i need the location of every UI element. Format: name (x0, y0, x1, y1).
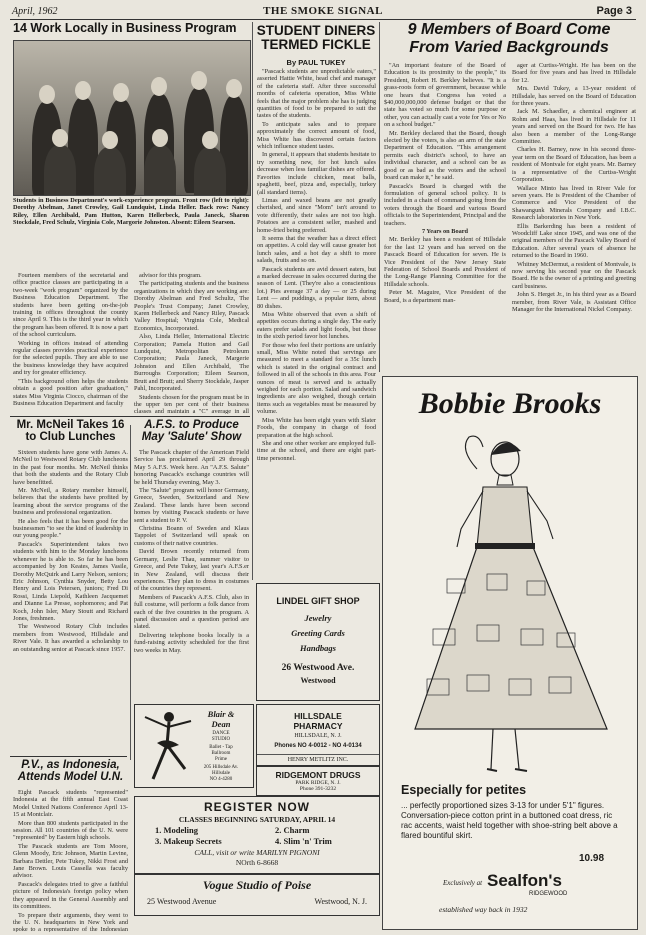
paragraph: The Westwood Rotary Club includes members from Westwood, Hillsdale and River Vale. It has awarded a scholarship to an outstanding senior at Pascack since 1957. (13, 623, 128, 653)
vogue-address: 25 Westwood Avenue (147, 897, 217, 906)
store-established: established way back in 1932 (439, 905, 528, 914)
afs-headline: A.F.S. to Produce May 'Salute' Show (141, 419, 242, 444)
paragraph: Peter M. Maguire, Vice President of the Board, is a department man- (384, 289, 506, 304)
register-title: REGISTER NOW (203, 800, 310, 814)
column-divider (252, 22, 253, 580)
paragraph: In general, it appears that students hesitate to try something new, for hot lunch sales decrease when less familiar dishes are offered. Favorites include chicken, meat balls, spaghetti, beef, pizza and, especially, turkey (all standard items). (257, 151, 376, 196)
mcneil-article-body (13, 449, 128, 748)
hillsdale-pharmacy-ad (256, 704, 380, 766)
ridgemont-phone: Phone 391-3232 (299, 786, 337, 792)
paragraph: Eight Pascack students "represented" Indonesia at the fifth annual East Coast Model United Nations Conference April 13-15 at Montclair. (13, 789, 128, 819)
diners-headline: STUDENT DINERS TERMED FICKLE (256, 23, 376, 53)
board-column-2 (512, 62, 636, 372)
blair-dean-sub: DANCE (212, 731, 230, 736)
paragraph: Miss White has been eight years with Slater Foods, the company in charge of food preparation at the high school. (257, 416, 376, 439)
section-rule (10, 416, 250, 417)
column-divider (130, 425, 131, 760)
paragraph: The "Salute" program will honor Germany, Greece, Sweden, Switzerland and New Zealand. These lands have been second homes by visiting Pascack students or have sent a student to P. V. (134, 487, 249, 524)
class-item: 4. Slim 'n' Trim (275, 836, 332, 846)
column-divider (379, 22, 380, 372)
vogue-studio-name: Vogue Studio of Poise (202, 878, 312, 892)
paragraph: Ellis Barkerding has been a resident of Woodcliff Lake since 1945, and was one of the original members of the Pascack Valley Board of Education. After several years of absence he returned to the Board in 1960. (512, 222, 636, 260)
paragraph: Pascack students are avid dessert eaters, but a marked decrease in sales occurred during the season of Lent. (They're also a conscientious lot.) Pies average 37 a day — or 25 during Lent — and puddings, a popular item, about 80 dishes. (257, 265, 376, 310)
dress-illustration (397, 429, 623, 779)
page-number: Page 3 (596, 5, 632, 17)
register-subtitle: CLASSES BEGINNING SATURDAY, APRIL 14 (178, 815, 336, 824)
blair-dean-ad (134, 704, 254, 788)
paragraph: Mr. Berkley declared that the Board, though elected by the voters, is also an arm of the state Department of Education. "This arrangement permits each district's school, to have an individual character, and a school can be as good or as bad as the voters and the school board can make it," he said. (384, 129, 506, 182)
class-item: 3. Makeup Secrets (155, 836, 222, 846)
board-column-1 (384, 62, 506, 372)
diners-byline: By PAUL TUKEY (286, 58, 346, 67)
pharmacy-title: PHARMACY (293, 721, 343, 731)
blair-dean-name: Blair & (207, 709, 235, 719)
blair-dean-sub: STUDIO (211, 737, 231, 742)
vogue-town: Westwood, N. J. (314, 897, 367, 906)
pharmacy-title: HILLSDALE (294, 711, 342, 721)
board-headline-line-1: 9 Members of Board Come (407, 21, 611, 38)
paragraph: Fourteen members of the secretarial and office practice classes are participating in a two-week "work program" organized by the Business Education Department. The students have been getting on-the-job training in offices throughout the county since April 9. This is the third year in which the program has been offered. It is now a part of the school curriculum. (13, 272, 128, 339)
pharmacy-phones: Phones NO 4-0012 - NO 4-0134 (274, 743, 362, 749)
paragraph: Mr. McNeil, a Rotary member himself, believes that the students have profited by learning about the service programs of the business and professional organization. (13, 487, 128, 517)
lindel-line: Jewelry (304, 613, 332, 623)
paragraph: Mrs. David Tukey, a 13-year resident of Hillsdale, has served on the Board of Education for three years. (512, 85, 636, 108)
register-contact: CALL, visit or write MARILYN PIGNONI (194, 848, 320, 857)
lindel-address: 26 Westwood Ave. (281, 663, 355, 673)
lindel-gift-shop-ad (256, 583, 380, 701)
paragraph: Delivering telephone books locally is a fund-raising activity scheduled for the first two weeks in May. (134, 631, 249, 654)
paragraph: To anticipate sales and to prepare approximately the correct amount of food, Miss White has discovered certain factors which influence student tastes. (257, 120, 376, 151)
paragraph: Charles H. Barney, now in his second three-year term on the Board of Education, has been a resident of Montvale for eight years. Mr. Barney is a representative of the Curtiss-Wright Corporation. (512, 146, 636, 184)
vogue-register-ad (134, 796, 380, 874)
diners-article-body (257, 68, 376, 578)
paragraph: John S. Herget Jr., in his third year as a Board member, from River Vale, is Assistant Office Manager for the International Nickel Company. (512, 291, 636, 313)
mcneil-headline: Mr. McNeil Takes 16 to Club Lunches (16, 419, 125, 444)
paragraph: advisor for this program. (139, 272, 202, 279)
masthead-rule (10, 19, 636, 20)
paragraph: Pascack's Superintendent takes two students with him to the Monday luncheons whenever he is able to. So far he has been accompanied by Jon Keates, James Vasile, Dorothy McQuirk and Larry Nelson, seniors; Eric Johnson, Cynthia Snyder, Betty Lou Henry and Lois Petersen, juniors; Fred Di Rossi, Linda Liepold, Kathleen Jacquemet and Dianne La Presse, sophomores; and Pat Koch, John Isler, Mary Stoutt and Richard Jones, freshmen. (13, 540, 128, 622)
paragraph: "This background often helps the students obtain a good position after graduation," states Miss Virginia Ciocco, chairman of the Business Education Department and faculty (13, 377, 128, 407)
paragraph: The participating students and the business organizations in which they are working are: Dorothy Abelman and Fred Schultz, The People's Trust Company; Janet Crowley, Karen Hellerbeck and Nancy Riley, Pascack Valley Hospital; Virginia Cole, Medical Economics, Incorporated. (134, 280, 249, 332)
sealfons-logo: Sealfon's (487, 871, 562, 890)
paragraph: Wallace Minto has lived in River Vale for seven years. He is President of the Chamber of Commerce and Vice President of the Shawangunk Minerals Company and I.B.C. Research laboratories in New York. (512, 184, 636, 222)
ridgemont-drugs-ad (256, 766, 380, 796)
paragraph: Christina Boann of Sweden and Klaus Tappolet of Switzerland will speak on customs of their native countries. (134, 525, 249, 547)
lindel-line: Handbags (300, 643, 336, 653)
business-students-photo (13, 40, 251, 196)
section-rule (10, 756, 127, 757)
vogue-studio-ad (134, 874, 380, 916)
business-column-2 (134, 272, 249, 414)
paragraph: Pascack's Board is charged with the formulation of general school policy. It is included in a chain of command going from the voters through the Board and various Board officials to the Superintendent, Principal and the teachers. (384, 182, 506, 227)
bobbie-brooks-ad (382, 376, 638, 930)
pv-headline: P.V., as Indonesia, Attends Model U.N. (17, 759, 124, 784)
pharmacy-owner: HENRY METLITZ INC. (257, 754, 379, 763)
paragraph: Members of Pascack's A.F.S. Club, also in full costume, will perform a folk dance from each of the five countries in the program. A panel discussion and a question period are slated. (134, 593, 249, 631)
paragraph: "An important feature of the Board of Education is its proximity to the people," its President, Robert H. Berkley believes. "It is a grass-roots form of government, because while one hears that Congress has voted a $40,000,000,000 defense budget or that the state has voted so much for some purpose or other, you can actually cast a vote for Yes or No on a school budget." (384, 62, 506, 129)
store-prefix: Exclusively at (443, 879, 483, 887)
paragraph: It seems that the weather has a direct effect on appetites. A cold day will cause greater hot lunch sales, and a hot day a shift to more salads, fruits and so on. (257, 234, 376, 265)
issue-date: April, 1962 (12, 6, 58, 17)
paragraph: To prepare their arguments, they went to the U. N. headquarters in New York and spoke to a representative of the Indonesian (13, 911, 128, 932)
business-headline: 14 Work Locally in Business Program (13, 21, 237, 35)
register-phone: NOrth 6-8668 (235, 858, 279, 867)
board-headline-line-2: From Varied Backgrounds (409, 39, 609, 56)
board-subhead: 7 Years on Board (421, 227, 469, 235)
paragraph: Also, Linda Heller, International Electric Corporation; Pamela Hutton and Gail Lundquist, Metropolitan Petroleum Corporation; Paula Janeck, Margerie Johnston and Ellen Archibald, The Burroughs Corporation; Eileen Searson, Brutt and Brutt; and Sherry Stockdale, Jasper Pahl, Incorporated. (134, 333, 249, 393)
blair-dean-phone: NO 4-4280 (209, 777, 233, 782)
paragraph: More than 800 students participated in the session. All 101 countries of the U. N. were "represented" by Eastern high schools. (13, 819, 128, 842)
pv-article-body (13, 789, 128, 932)
ridgemont-title: RIDGEMONT DRUGS (275, 770, 361, 780)
business-column-1 (13, 272, 128, 414)
ballet-dancer-icon (139, 709, 193, 783)
pharmacy-town: HILLSDALE, N. J. (294, 733, 342, 739)
blair-dean-styles: Ballroom (211, 751, 231, 756)
business-photo-caption: Students in Business Department's work-experience program. Front row (left to right): Dorothy Abelman, Janet Crowley, Gail Lundquist, Linda Heller. Back row: Nancy Riley, Ellen Archibald, Pam Hutton, Karen Hellerbeck, Paula Janeck, Sharon Stockdale, Fred Schulz, Virginia Cole, Margorie Johnston. Absent: Eileen Searson. (13, 197, 249, 227)
paragraph: Sixteen students have gone with James A. McNeil to Westwood Rotary Club luncheons in the past four months. Mr. McNeil thinks that both the students and the Rotary Club have benefitted. (13, 449, 128, 486)
bobbie-description: ... perfectly proportioned sizes 3-13 for under 5'1" figures. Conversation-piece cotton print in a buttoned coat dress, ric rac accents, waist held together with shoe-string belt above a flared bountiful skirt. (401, 801, 618, 840)
paragraph: Mr. Berkley has been a resident of Hillsdale for the last 12 years and has served on the Pascack Board of Education for seven. He is Vice President of the New Jersey State Federation of School Boards and President of the Long-Range Planning Committee for the Hillsdale schools. (384, 236, 506, 288)
paragraph: Jack M. Schaedler, a chemical engineer at Rohm and Haas, has lived in Hillsdale for 11 years and served on the Board for two. He has also been a member of the Long-Range Committee. (512, 108, 636, 146)
class-item: 1. Modeling (155, 825, 198, 835)
paragraph: David Brown recently returned from Germany, Leslie Thau, summer visitor to Greece, and Pete Tukey, last year's A.F.S.er in New Zealand, will discuss their experiences. They plan to dress in costumes of the countries they represent. (134, 548, 249, 593)
paragraph: He also feels that it has been good for the businessmen "to see the kind of leadership in our young people." (13, 517, 128, 540)
paragraph: For those who feel their portions are unfairly small, Miss White noted that servings are measured to meet a standard for a 35c lunch which is stated in the original contract and followed in all of the schools in this area. Four ounces of meat is served and is actually weighed for each portion. Salad and sandwich ingredients are also weighed, though certain items such as vegetables must be measured by volume. (257, 341, 376, 416)
bobbie-tagline: Especially for petites (401, 783, 527, 797)
paragraph: Miss White observed that even a shift of appetites occurs during a single day. The early eaters prefer salads and light foods, but those in the sixth period favor hot lunches. (257, 311, 376, 341)
blair-dean-town: Hillsdale (211, 771, 231, 776)
lindel-town: Westwood (300, 676, 336, 685)
paragraph: Students chosen for the program must be in the upper ten per cent of their business classes and maintain a "C" average in all (134, 393, 249, 414)
class-item: 2. Charm (275, 825, 310, 835)
paragraph: Working in offices instead of attending regular classes provides practical experience for the selected pupils. They are able to use the business knowledge they have acquired and try for greater efficiency. (13, 339, 128, 377)
blair-dean-styles: Ballet - Tap (209, 745, 233, 750)
paragraph: The Pascack students are Tom Moore, Glenn Moody, Eric Johnson, Martin Levine, Barbara Dettler, Pete Tukey, Nikki Frost and Jane Brown. Louis Cassella was faculty advisor. (13, 842, 128, 880)
paragraph: Whitney McDermut, a resident of Montvale, is now serving his second year on the Pascack Board. He is the owner of a printing and greeting card business. (512, 260, 636, 290)
paragraph: Limas and waxed beans are not greatly cherished, and since "Mom" isn't around to vote differently, their sales are not too high. Potatoes are a consistent seller, mashed and home-fried being preferred. (257, 196, 376, 234)
blair-dean-name: Dean (211, 719, 231, 729)
paragraph: The Pascack chapter of the American Field Service has proclaimed April 29 through May 5 A.F.S. Week here. An "A.F.S. Salute" honoring Pascack's exchange countries will be held Thursday evening, May 3. (134, 449, 249, 486)
store-town: RIDGEWOOD (529, 891, 568, 897)
bobbie-price: 10.98 (579, 853, 605, 864)
paragraph: She and one other worker are employed full-time at the school, and there are eight part-time personnel. (257, 439, 376, 462)
paragraph: ager at Curtiss-Wright. He has been on the Board for five years and has lived in Hillsdale for 12. (512, 62, 636, 84)
paper-name: THE SMOKE SIGNAL (263, 5, 383, 17)
bobbie-brooks-logo: Bobbie Brooks (418, 387, 602, 420)
blair-dean-styles: Prime (215, 757, 227, 762)
ridgemont-town: PARK RIDGE, N. J. (295, 780, 341, 786)
paragraph: "Pascack students are unpredictable eaters," asserted Hattie White, head chef and manager of the cafeteria staff. After three successful months of cafeteria operation, Miss White feels that the major problem she has is judging quantities of food to be prepared to suit the tastes of the students. (257, 68, 376, 120)
paragraph: Pascack's delegates tried to give a faithful picture of Indonesia's foreign policy when they appeared in the General Assembly and its committees. (13, 880, 128, 911)
lindel-title: LINDEL GIFT SHOP (276, 596, 360, 606)
lindel-line: Greeting Cards (291, 628, 345, 638)
blair-dean-address: 205 Hillsdale Av. (203, 765, 239, 770)
masthead (10, 4, 636, 18)
